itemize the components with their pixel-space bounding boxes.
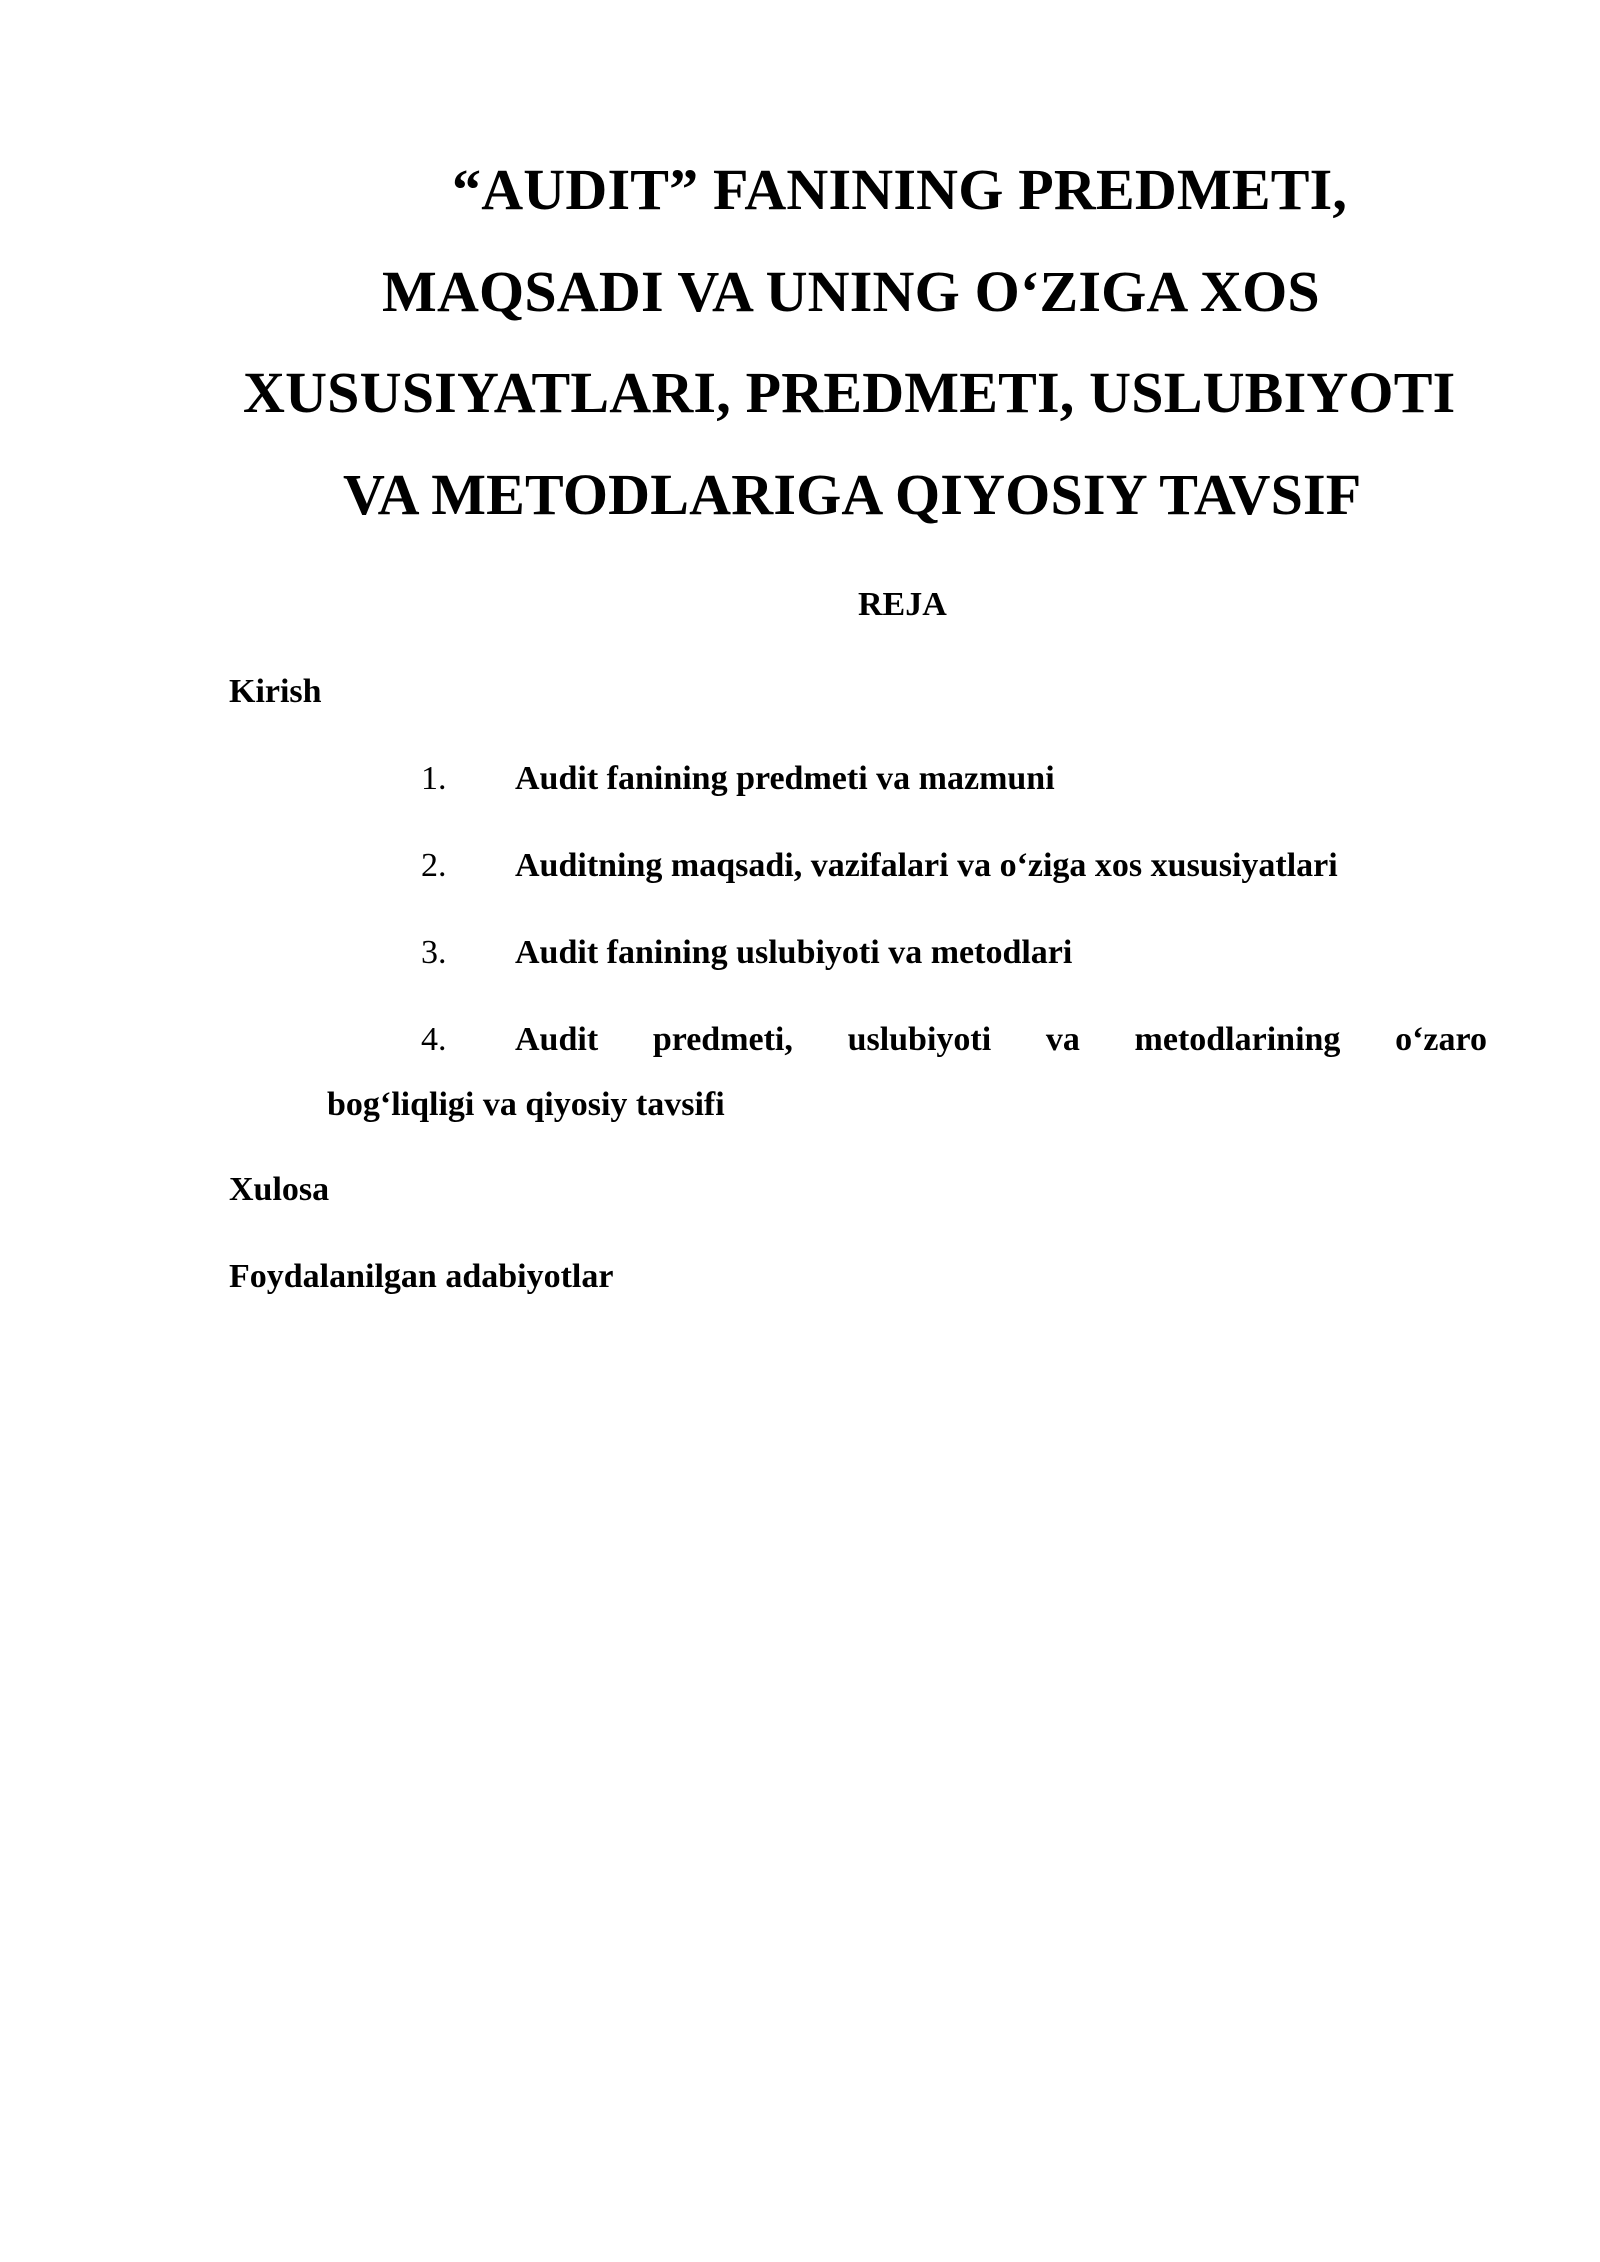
plan-item-3-text: Audit fanining uslubiyoti va metodlari <box>515 934 1073 971</box>
plan-item-3-number: 3. <box>421 934 447 971</box>
plan-item-4-text <box>515 1023 1487 1057</box>
plan-item-4-word: uslubiyoti <box>847 1021 992 1058</box>
plan-item-4-word: Audit <box>515 1021 599 1058</box>
title-line-4: VA METODLARIGA QIYOSIY TAVSIF <box>343 462 1362 527</box>
plan-item-4-word: metodlarining <box>1134 1021 1341 1058</box>
plan-item-4-word: va <box>1045 1021 1080 1058</box>
references-label: Foydalanilgan adabiyotlar <box>229 1258 614 1295</box>
plan-item-1-text: Audit fanining predmeti va mazmuni <box>515 760 1055 797</box>
intro-label: Kirish <box>229 673 322 710</box>
plan-item-4-word: predmeti, <box>652 1021 793 1058</box>
title-line-1: “AUDIT” FANINING PREDMETI, <box>452 157 1348 222</box>
title-line-3: XUSUSIYATLARI, PREDMETI, USLUBIYOTI <box>243 360 1456 425</box>
plan-item-2-text: Auditning maqsadi, vazifalari va o‘ziga xos xususiyatlari <box>515 847 1338 884</box>
plan-item-4-word: o‘zaro <box>1395 1021 1487 1058</box>
conclusion-label: Xulosa <box>229 1171 330 1208</box>
plan-item-1-number: 1. <box>421 760 447 797</box>
plan-heading: REJA <box>858 586 947 623</box>
title-line-2: MAQSADI VA UNING O‘ZIGA XOS <box>382 259 1320 324</box>
plan-item-4-continuation: bog‘liqligi va qiyosiy tavsifi <box>327 1086 725 1123</box>
plan-item-2-number: 2. <box>421 847 447 884</box>
plan-item-4-number: 4. <box>421 1021 447 1058</box>
